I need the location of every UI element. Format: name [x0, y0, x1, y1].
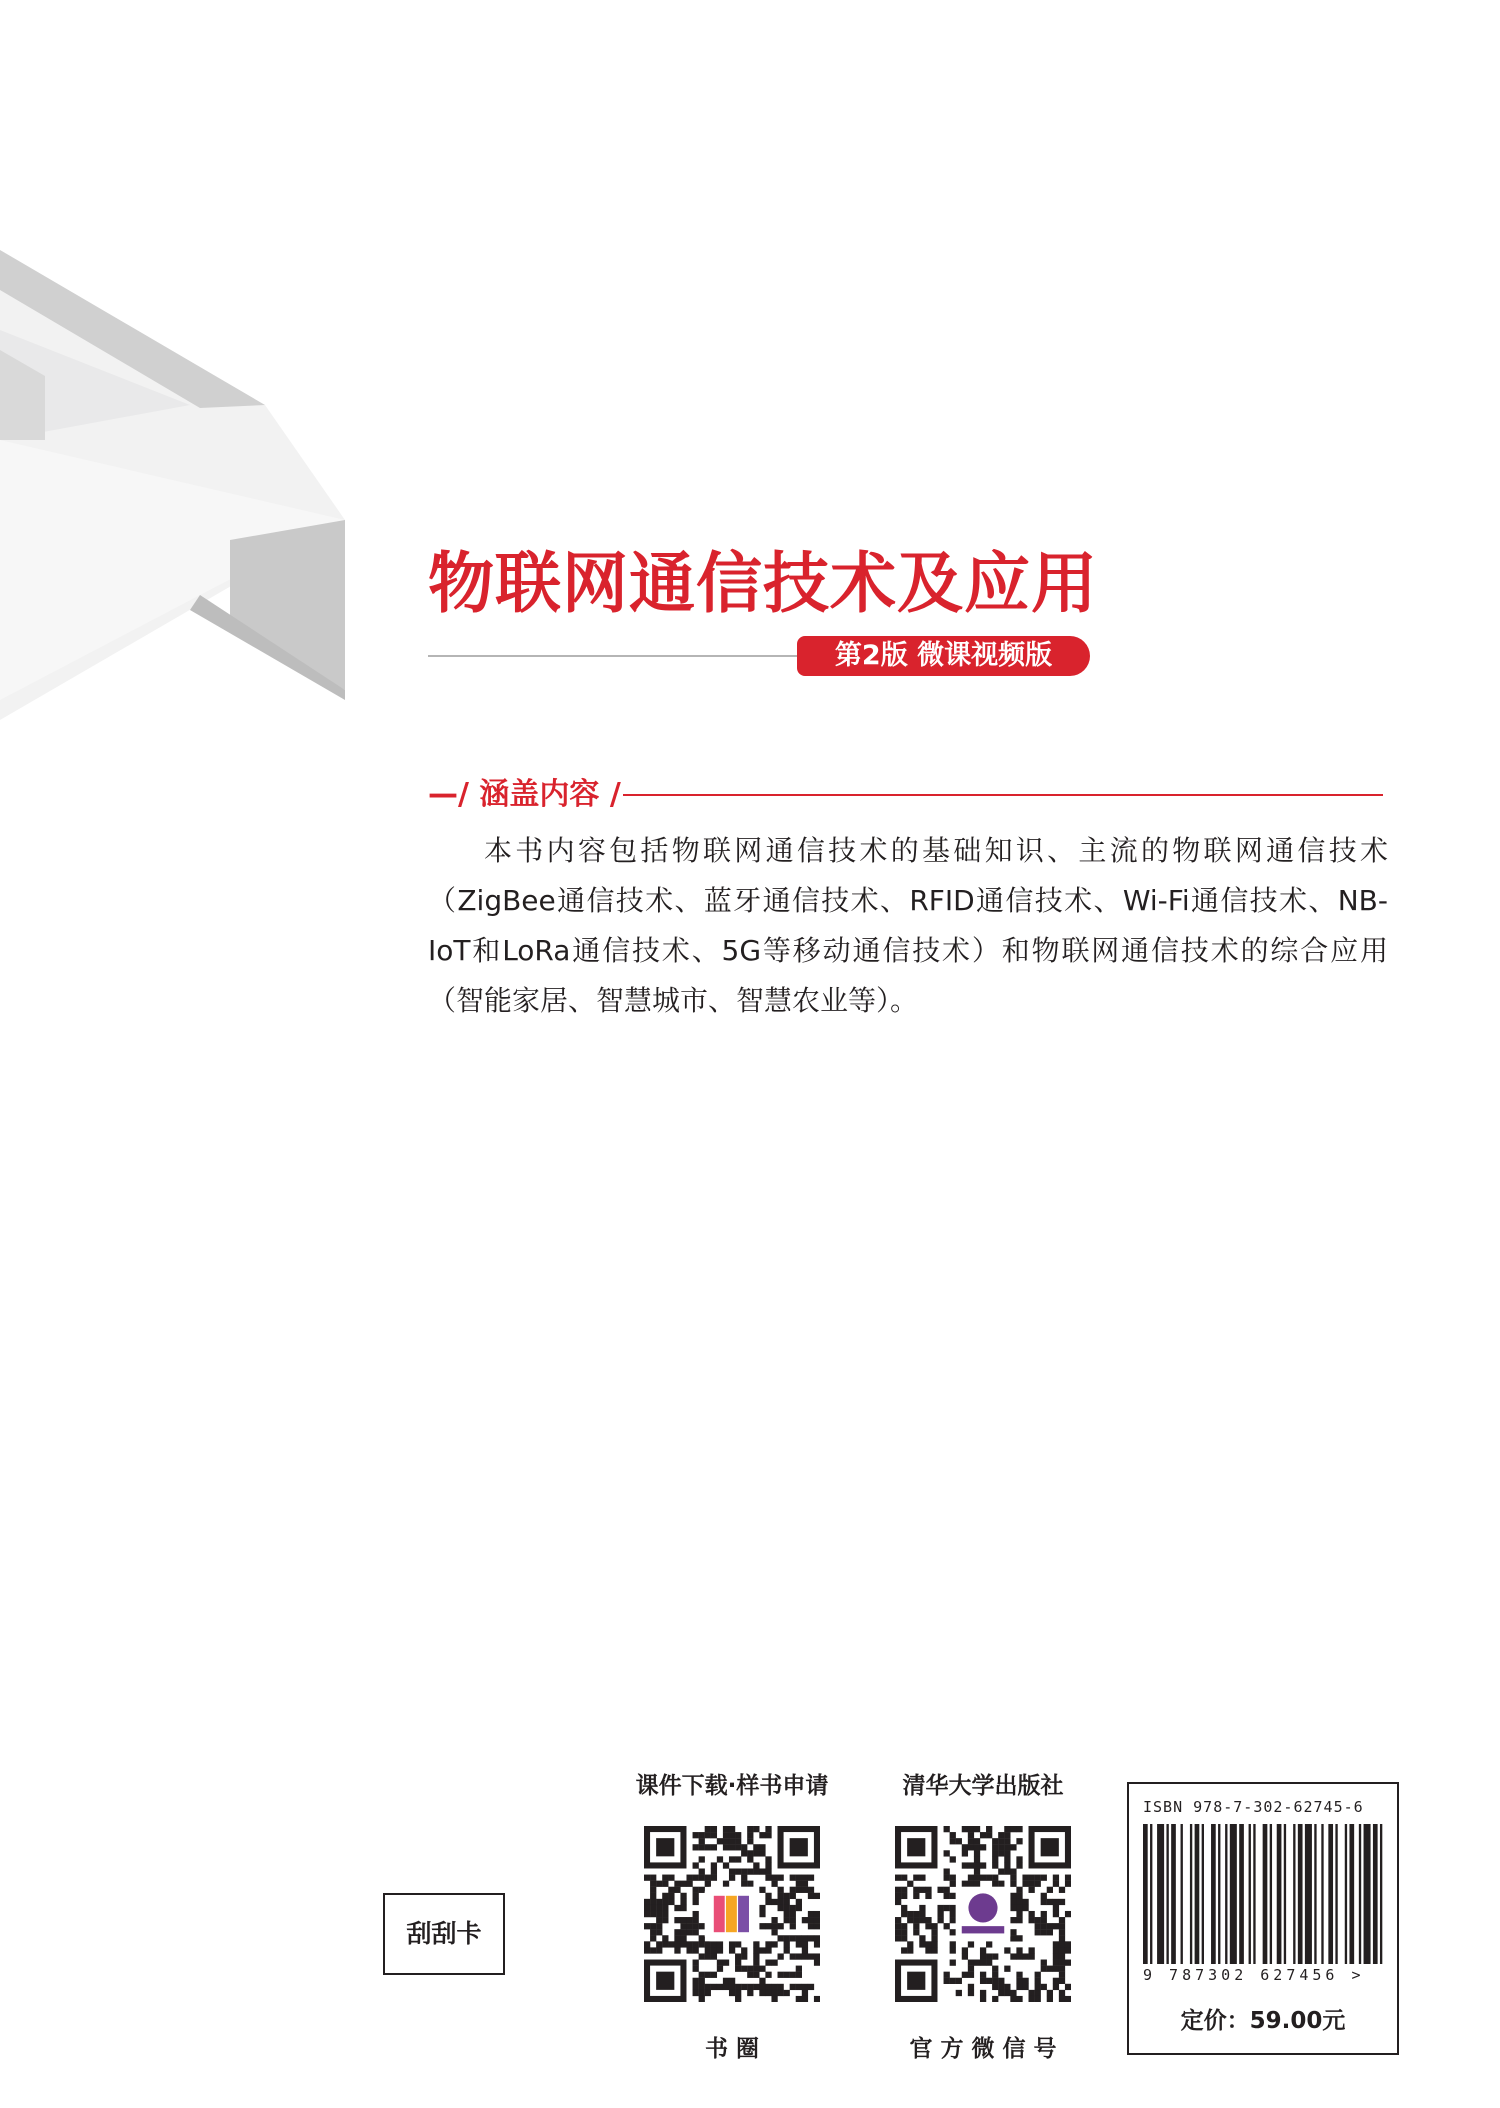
qr-block-official-wechat	[868, 1768, 1098, 2063]
isbn-barcode-box	[1127, 1782, 1399, 2055]
edition-badge: 第2版 微课视频版	[797, 636, 1090, 676]
qr-code[interactable]	[895, 1826, 1071, 2002]
qr-code[interactable]	[644, 1826, 820, 2002]
title-divider	[428, 655, 800, 657]
barcode-digits: 9 787302 627456 >	[1143, 1966, 1365, 1984]
tsinghua-press-logo-icon	[968, 1893, 997, 1922]
qr-label: 课件下载·样书申请	[635, 1773, 829, 1799]
qr-caption: 官 方 微 信 号	[909, 2036, 1057, 2062]
qr-label: 清华大学出版社	[902, 1773, 1064, 1799]
barcode	[1143, 1824, 1387, 1964]
price-label: 定价：59.00元	[1180, 2008, 1346, 2034]
content-summary: 本书内容包括物联网通信技术的基础知识、主流的物联网通信技术（ZigBee通信技术、蓝牙通信技术、RFID通信技术、Wi-Fi通信技术、NB-IoT和LoRa通信技术、5G等移动通信技术）和物联网通信技术的综合应用（智能家居、智慧城市、智慧农业等）。	[428, 834, 1388, 1017]
section-divider	[623, 794, 1383, 796]
decorative-triangles	[0, 0, 360, 720]
qr-caption: 书 圈	[704, 2036, 759, 2062]
section-heading: —/ 涵盖内容 /	[428, 777, 621, 812]
book-title: 物联网通信技术及应用	[428, 545, 1098, 622]
scratch-card-label: 刮刮卡	[383, 1893, 505, 1975]
isbn-number: ISBN 978-7-302-62745-6	[1143, 1798, 1364, 1816]
qr-block-courseware	[617, 1768, 847, 2063]
shuquan-logo-icon	[714, 1896, 749, 1932]
